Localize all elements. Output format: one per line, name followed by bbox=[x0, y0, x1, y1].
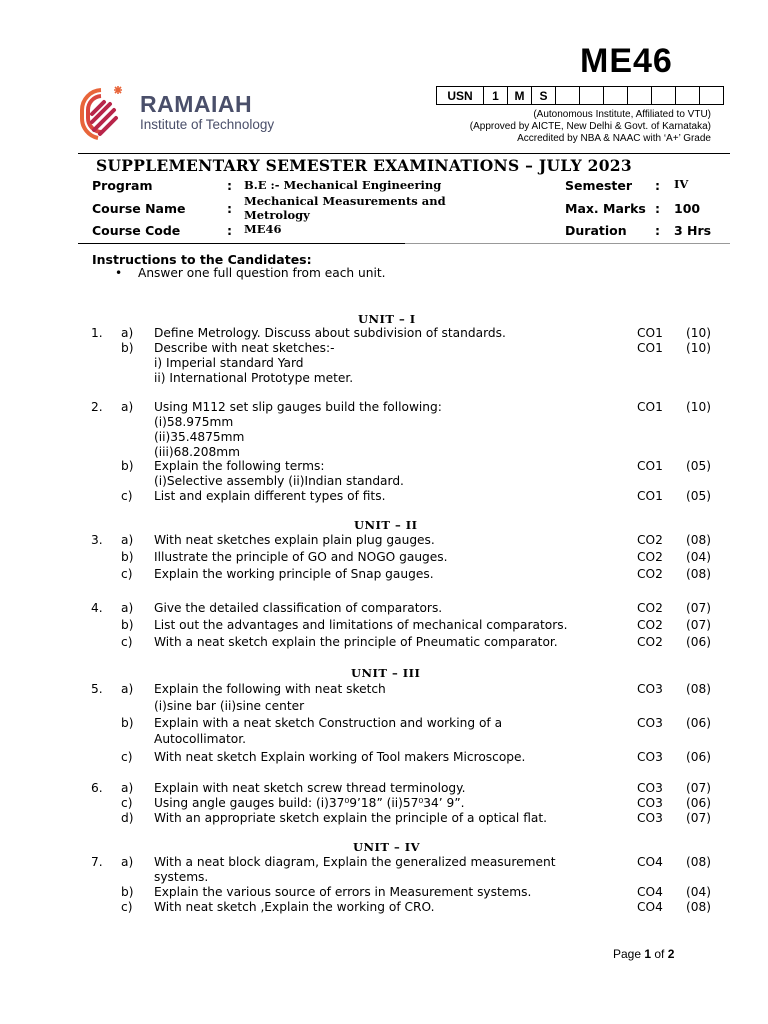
course-outcome: CO2 bbox=[637, 618, 663, 632]
course-outcome: CO3 bbox=[637, 682, 663, 696]
question-part: a) bbox=[121, 400, 134, 414]
program-value: B.E :- Mechanical Engineering bbox=[244, 178, 442, 192]
question-marks: (05) bbox=[686, 459, 712, 473]
colon: : bbox=[227, 201, 232, 216]
instructions-heading: Instructions to the Candidates: bbox=[92, 252, 312, 267]
affiliation-line: (Approved by AICTE, New Delhi & Govt. of Karnataka) bbox=[469, 121, 711, 132]
usn-cell bbox=[556, 87, 580, 105]
course-outcome: CO1 bbox=[637, 489, 663, 503]
program-label: Program bbox=[92, 178, 153, 193]
max-marks-value: 100 bbox=[674, 201, 701, 216]
usn-grid bbox=[436, 86, 724, 105]
question-part: d) bbox=[121, 811, 134, 825]
info-divider-light bbox=[405, 243, 730, 244]
question-marks: (08) bbox=[686, 533, 712, 547]
course-name-label: Course Name bbox=[92, 201, 186, 216]
question-part: b) bbox=[121, 550, 134, 564]
logo-subtitle: Institute of Technology bbox=[140, 117, 275, 132]
question-part: b) bbox=[121, 341, 134, 355]
usn-cell bbox=[628, 87, 652, 105]
question-marks: (08) bbox=[686, 567, 712, 581]
ramaiah-logo-icon bbox=[78, 84, 124, 140]
question-part: c) bbox=[121, 750, 133, 764]
colon: : bbox=[655, 223, 660, 238]
question-part: c) bbox=[121, 635, 133, 649]
course-code-value: ME46 bbox=[244, 222, 282, 236]
question-marks: (05) bbox=[686, 489, 712, 503]
question-number: 3. bbox=[91, 533, 103, 547]
max-marks-label: Max. Marks bbox=[565, 201, 646, 216]
question-text: Define Metrology. Discuss about subdivision of standards. bbox=[154, 326, 506, 340]
page-total: 2 bbox=[667, 947, 675, 961]
question-text: Illustrate the principle of GO and NOGO gauges. bbox=[154, 550, 448, 564]
usn-cell: 1 bbox=[484, 87, 508, 105]
question-part: a) bbox=[121, 326, 134, 340]
semester-label: Semester bbox=[565, 178, 633, 193]
course-outcome: CO1 bbox=[637, 400, 663, 414]
question-number: 4. bbox=[91, 601, 103, 615]
question-marks: (08) bbox=[686, 855, 712, 869]
question-text: Explain the following terms: bbox=[154, 459, 325, 473]
question-text: Give the detailed classification of comparators. bbox=[154, 601, 443, 615]
info-divider bbox=[78, 243, 405, 244]
question-text: List and explain different types of fits. bbox=[154, 489, 386, 503]
question-text: With neat sketches explain plain plug gauges. bbox=[154, 533, 435, 547]
question-marks: (06) bbox=[686, 750, 712, 764]
question-text: Using M112 set slip gauges build the following: bbox=[154, 400, 442, 414]
course-outcome: CO2 bbox=[637, 635, 663, 649]
question-text: With neat sketch Explain working of Tool makers Microscope. bbox=[154, 750, 526, 764]
question-text: i) Imperial standard Yard bbox=[154, 356, 304, 370]
question-part: b) bbox=[121, 459, 134, 473]
course-outcome: CO3 bbox=[637, 750, 663, 764]
question-part: c) bbox=[121, 900, 133, 914]
question-marks: (06) bbox=[686, 635, 712, 649]
question-part: a) bbox=[121, 682, 134, 696]
course-code-label: Course Code bbox=[92, 223, 181, 238]
semester-value: IV bbox=[674, 177, 689, 191]
question-text: With neat sketch ,Explain the working of CRO. bbox=[154, 900, 435, 914]
course-outcome: CO2 bbox=[637, 533, 663, 547]
page-number bbox=[613, 947, 674, 961]
question-text: (i)Selective assembly (ii)Indian standard. bbox=[154, 474, 404, 488]
question-marks: (08) bbox=[686, 900, 712, 914]
question-part: b) bbox=[121, 716, 134, 730]
question-part: b) bbox=[121, 885, 134, 899]
question-part: c) bbox=[121, 489, 133, 503]
question-marks: (06) bbox=[686, 796, 712, 810]
question-marks: (10) bbox=[686, 341, 712, 355]
question-text: ii) International Prototype meter. bbox=[154, 371, 354, 385]
duration-value: 3 Hrs bbox=[674, 223, 712, 238]
question-marks: (07) bbox=[686, 811, 712, 825]
question-marks: (07) bbox=[686, 781, 712, 795]
unit-heading: UNIT – III bbox=[351, 666, 421, 680]
course-outcome: CO2 bbox=[637, 601, 663, 615]
question-part: a) bbox=[121, 533, 134, 547]
question-number: 6. bbox=[91, 781, 103, 795]
course-outcome: CO3 bbox=[637, 716, 663, 730]
course-name-value: Mechanical Measurements and bbox=[244, 194, 446, 208]
course-outcome: CO4 bbox=[637, 855, 663, 869]
question-marks: (06) bbox=[686, 716, 712, 730]
question-text: Describe with neat sketches:- bbox=[154, 341, 335, 355]
question-text: List out the advantages and limitations of mechanical comparators. bbox=[154, 618, 568, 632]
usn-cell bbox=[700, 87, 724, 105]
question-text: Explain with neat sketch screw thread terminology. bbox=[154, 781, 466, 795]
question-text: Autocollimator. bbox=[154, 732, 246, 746]
course-code-heading: ME46 bbox=[580, 42, 673, 80]
question-text: Using angle gauges build: (i)37⁰9’18” (ii)57⁰34’ 9”. bbox=[154, 796, 465, 810]
usn-cell bbox=[604, 87, 628, 105]
question-marks: (04) bbox=[686, 550, 712, 564]
page-current: 1 bbox=[644, 947, 652, 961]
question-text: (i)sine bar (ii)sine center bbox=[154, 699, 305, 713]
course-outcome: CO1 bbox=[637, 341, 663, 355]
question-text: With a neat block diagram, Explain the generalized measurement bbox=[154, 855, 556, 869]
question-part: c) bbox=[121, 796, 133, 810]
question-number: 2. bbox=[91, 400, 103, 414]
question-number: 5. bbox=[91, 682, 103, 696]
question-part: c) bbox=[121, 567, 133, 581]
unit-heading: UNIT – I bbox=[358, 312, 416, 326]
unit-heading: UNIT – IV bbox=[353, 840, 421, 854]
question-marks: (07) bbox=[686, 618, 712, 632]
course-outcome: CO4 bbox=[637, 900, 663, 914]
question-text: (iii)68.208mm bbox=[154, 445, 241, 459]
header-divider bbox=[78, 153, 730, 154]
course-name-value-line2: Metrology bbox=[244, 208, 310, 222]
question-part: a) bbox=[121, 855, 134, 869]
unit-heading: UNIT – II bbox=[354, 518, 418, 532]
course-outcome: CO4 bbox=[637, 885, 663, 899]
exam-title: SUPPLEMENTARY SEMESTER EXAMINATIONS – JULY 2023 bbox=[96, 156, 632, 175]
question-marks: (07) bbox=[686, 601, 712, 615]
question-text: Explain the various source of errors in Measurement systems. bbox=[154, 885, 532, 899]
course-outcome: CO2 bbox=[637, 567, 663, 581]
question-text: With a neat sketch explain the principle of Pneumatic comparator. bbox=[154, 635, 558, 649]
usn-cell: S bbox=[532, 87, 556, 105]
affiliation-line: Accredited by NBA & NAAC with ‘A+’ Grade bbox=[517, 133, 711, 144]
course-outcome: CO3 bbox=[637, 811, 663, 825]
colon: : bbox=[655, 201, 660, 216]
instruction-item: Answer one full question from each unit. bbox=[138, 266, 386, 280]
course-outcome: CO2 bbox=[637, 550, 663, 564]
usn-cell bbox=[580, 87, 604, 105]
course-outcome: CO3 bbox=[637, 781, 663, 795]
duration-label: Duration bbox=[565, 223, 627, 238]
question-text: systems. bbox=[154, 870, 209, 884]
question-text: Explain with a neat sketch Construction and working of a bbox=[154, 716, 503, 730]
page-of: of bbox=[651, 947, 668, 961]
question-part: a) bbox=[121, 781, 134, 795]
course-outcome: CO3 bbox=[637, 796, 663, 810]
usn-cell: M bbox=[508, 87, 532, 105]
question-number: 7. bbox=[91, 855, 103, 869]
question-part: b) bbox=[121, 618, 134, 632]
logo-name: RAMAIAH bbox=[140, 91, 253, 117]
page-prefix: Page bbox=[613, 947, 645, 961]
question-marks: (10) bbox=[686, 326, 712, 340]
affiliation-line: (Autonomous Institute, Affiliated to VTU) bbox=[533, 109, 711, 120]
question-part: a) bbox=[121, 601, 134, 615]
question-text: Explain the working principle of Snap gauges. bbox=[154, 567, 434, 581]
course-outcome: CO1 bbox=[637, 326, 663, 340]
colon: : bbox=[227, 223, 232, 238]
usn-cell bbox=[676, 87, 700, 105]
question-text: (i)58.975mm bbox=[154, 415, 234, 429]
question-marks: (04) bbox=[686, 885, 712, 899]
colon: : bbox=[227, 178, 232, 193]
colon: : bbox=[655, 178, 660, 193]
usn-label: USN bbox=[437, 87, 484, 105]
course-outcome: CO1 bbox=[637, 459, 663, 473]
question-marks: (08) bbox=[686, 682, 712, 696]
usn-cell bbox=[652, 87, 676, 105]
question-marks: (10) bbox=[686, 400, 712, 414]
bullet: • bbox=[115, 266, 123, 280]
question-text: With an appropriate sketch explain the principle of a optical flat. bbox=[154, 811, 547, 825]
question-number: 1. bbox=[91, 326, 103, 340]
question-text: Explain the following with neat sketch bbox=[154, 682, 386, 696]
question-text: (ii)35.4875mm bbox=[154, 430, 245, 444]
